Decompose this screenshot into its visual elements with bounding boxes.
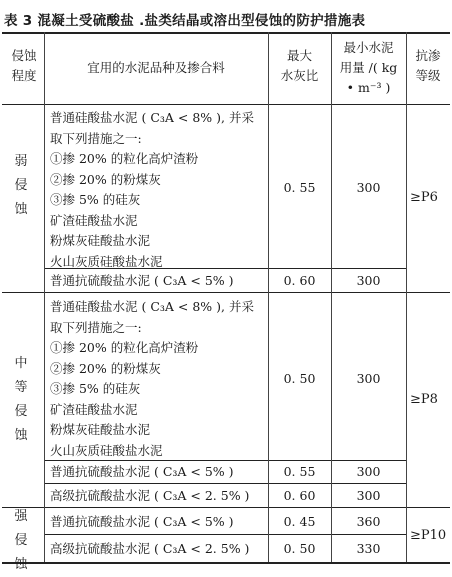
- medium-row-2-wc: 0. 60: [283, 488, 316, 503]
- medium-block-line: 矿渣硅酸盐水泥: [50, 401, 138, 417]
- medium-block-line: ①掺 20% 的粒化高炉渣粉: [50, 340, 199, 355]
- weak-block-line: 粉煤灰硅酸盐水泥: [50, 233, 151, 248]
- medium-row-2-min: 300: [356, 488, 381, 503]
- weak-cement-block: [50, 108, 254, 272]
- weak-block-line: 取下列措施之一:: [50, 130, 142, 146]
- table-bottom-rule: [2, 562, 450, 564]
- medium-block-line: 取下列措施之一:: [50, 319, 142, 335]
- header-wc-line-2: 水灰比: [280, 68, 319, 83]
- medium-row-1-cement: 普通抗硫酸盐水泥 ( C₃A < 5% ): [50, 464, 234, 479]
- medium-block-line: 粉煤灰硅酸盐水泥: [50, 422, 151, 437]
- medium-block-line: ③掺 5% 的硅灰: [50, 381, 141, 396]
- medium-block-line: ②掺 20% 的粉煤灰: [50, 360, 161, 376]
- level-medium: 中 等 侵 蚀: [14, 356, 28, 443]
- header-level: [4, 46, 44, 86]
- level-weak: 弱 侵 蚀: [14, 154, 28, 217]
- header-min-line-1: 最小水泥: [343, 40, 394, 55]
- header-min-cement: [331, 38, 406, 98]
- strong-row-1-cement: 普通抗硫酸盐水泥 ( C₃A < 5% ): [50, 514, 234, 529]
- header-imp-line-2: 等级: [415, 68, 441, 83]
- column-rule-3: [331, 32, 332, 562]
- header-level-line-1: 侵蚀: [11, 48, 37, 63]
- header-imp-line-1: 抗渗: [415, 48, 441, 63]
- header-min-line-3: • m⁻³ ): [346, 80, 391, 95]
- group-separator-1: [2, 292, 450, 293]
- weak-row-wc: 0. 60: [283, 273, 316, 288]
- weak-block-wc: 0. 55: [283, 180, 316, 195]
- weak-block-line: 矿渣硅酸盐水泥: [50, 212, 138, 228]
- strong-row-separator: [44, 534, 406, 535]
- medium-block-min: 300: [356, 371, 381, 386]
- header-wc-line-1: 最大: [286, 48, 312, 63]
- weak-block-line: ①掺 20% 的粒化高炉渣粉: [50, 151, 199, 166]
- strong-row-1-min: 360: [356, 514, 381, 529]
- medium-impermeability: ≥P8: [410, 392, 438, 407]
- weak-block-line: 火山灰质硅酸盐水泥: [50, 253, 163, 269]
- strong-row-1-wc: 0. 45: [283, 514, 316, 529]
- table-caption: 表 3 混凝土受硫酸盐 .盐类结晶或溶出型侵蚀的防护措施表: [4, 13, 366, 29]
- medium-block-wc: 0. 50: [283, 371, 316, 386]
- weak-block-line: ③掺 5% 的硅灰: [50, 192, 141, 207]
- header-level-line-2: 程度: [11, 68, 37, 83]
- header-impermeability: [406, 46, 450, 86]
- weak-row-min: 300: [356, 273, 381, 288]
- medium-row-2-cement: 高级抗硫酸盐水泥 ( C₃A < 2. 5% ): [50, 488, 250, 503]
- medium-row-1-min: 300: [356, 464, 381, 479]
- strong-row-2-min: 330: [356, 541, 381, 556]
- medium-block-line: 火山灰质硅酸盐水泥: [50, 442, 163, 458]
- weak-block-line: 普通硅酸盐水泥 ( C₃A < 8% ), 并采: [50, 110, 254, 125]
- medium-cement-block: [50, 297, 254, 461]
- header-wc: [268, 46, 331, 86]
- header-bottom-rule: [2, 104, 450, 105]
- medium-row-1-wc: 0. 55: [283, 464, 316, 479]
- strong-row-2-wc: 0. 50: [283, 541, 316, 556]
- medium-block-line: 普通硅酸盐水泥 ( C₃A < 8% ), 并采: [50, 299, 254, 314]
- weak-impermeability: ≥P6: [410, 190, 438, 205]
- group-separator-2: [2, 507, 450, 508]
- column-rule-4: [406, 32, 407, 562]
- strong-row-2-cement: 高级抗硫酸盐水泥 ( C₃A < 2. 5% ): [50, 541, 250, 556]
- level-strong: 强 侵 蚀: [14, 509, 28, 572]
- weak-block-line: ②掺 20% 的粉煤灰: [50, 171, 161, 187]
- weak-block-min: 300: [356, 180, 381, 195]
- weak-row-cement: 普通抗硫酸盐水泥 ( C₃A < 5% ): [50, 273, 234, 288]
- table-top-rule: [2, 32, 450, 34]
- column-rule-2: [268, 32, 269, 562]
- header-min-line-2: 用量 /( kg: [339, 60, 398, 75]
- medium-row-separator-2: [44, 483, 406, 484]
- column-rule-1: [44, 32, 45, 562]
- header-cement: 宜用的水泥品种及掺合料: [87, 60, 225, 75]
- strong-impermeability: ≥P10: [410, 528, 447, 543]
